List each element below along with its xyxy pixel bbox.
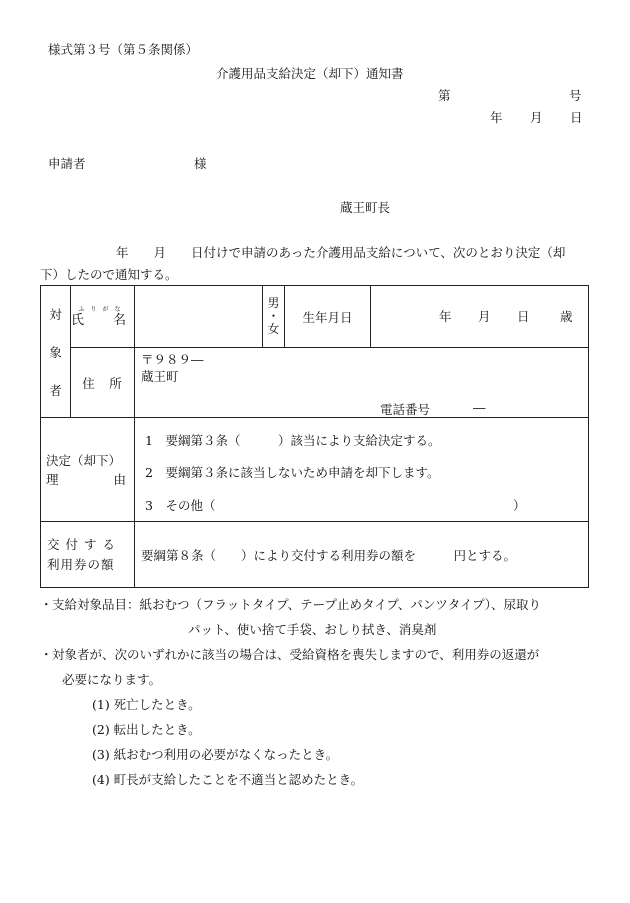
issuer-name: 蔵王町長 (340, 200, 391, 215)
applicant-honorific: 様 (194, 156, 207, 171)
birthdate-input[interactable] (371, 286, 589, 348)
target-label-char-1: 対 (49, 306, 62, 322)
condition-item: (2) 転出したとき。 (92, 722, 201, 737)
decision-options-cell (135, 418, 589, 522)
sex-male: 男 (267, 296, 280, 310)
decision-option-3[interactable]: 3 その他（ (145, 497, 216, 513)
birth-year: 年 (439, 308, 452, 324)
decision-option-1[interactable]: 1 要綱第３条（ ）該当により支給決定する。 (145, 432, 441, 448)
name-input[interactable] (135, 286, 263, 348)
birth-month: 月 (478, 308, 491, 324)
notice-table (40, 285, 589, 588)
number-prefix: 第 (438, 88, 451, 103)
target-label-cell (41, 286, 71, 418)
note-items-line2: パット、使い捨て手袋、おしり拭き、消臭剤 (188, 622, 437, 637)
decision-label-cell (41, 418, 135, 522)
sex-female: 女 (267, 322, 280, 336)
note-items (40, 592, 600, 617)
date-year: 年 (490, 110, 503, 125)
note-bullet: ・ (40, 597, 53, 612)
birth-day: 日 (517, 308, 530, 324)
applicant-label: 申請者 (48, 156, 86, 171)
note-loss-line1: 対象者が、次のいずれかに該当の場合は、受給資格を喪失しますので、利用券の返還が (52, 647, 540, 662)
condition-item: (4) 町長が支給したことを不適当と認めたとき。 (92, 772, 364, 787)
condition-item: (3) 紙おむつ利用の必要がなくなったとき。 (92, 747, 339, 762)
decision-option-2[interactable]: 2 要綱第３条に該当しないため申請を却下します。 (145, 464, 440, 480)
town-name: 蔵王町 (141, 369, 179, 384)
age: 歳 (560, 308, 573, 324)
address-input[interactable] (135, 348, 589, 418)
phone-dash: ― (473, 400, 486, 415)
note-items-line1: 紙おむつ（フラットタイプ、テープ止めタイプ、パンツタイプ）、尿取り (139, 597, 542, 612)
body-text-line2: 下）したので通知する。 (40, 267, 178, 282)
postal-code: 〒９８９― (141, 352, 204, 367)
address-label: 住 所 (71, 348, 135, 418)
target-label-char-2: 象 (49, 344, 62, 360)
notes-section (40, 592, 600, 792)
name-ruby: ふりがな (78, 305, 127, 313)
phone-label: 電話番号 (380, 402, 431, 417)
form-number: 様式第３号（第５条関係） (48, 42, 199, 57)
number-suffix: 号 (569, 88, 582, 103)
sex-dot: ・ (267, 309, 280, 323)
amount-label-line2: 利用券の額 (47, 556, 115, 572)
target-label-char-3: 者 (49, 382, 62, 398)
decision-label-yu: 由 (113, 471, 126, 487)
note-bullet-2: ・ (40, 647, 53, 662)
note-items-label: 支給対象品目： (52, 597, 140, 612)
birthdate-label: 生年月日 (285, 286, 371, 348)
decision-label-line1: 決定（却下） (46, 452, 122, 468)
name-label-cell (71, 286, 135, 348)
sex-cell[interactable] (263, 286, 285, 348)
body-text-line1: 年 月 日付けで申請のあった介護用品支給について、次のとおり決定（却 (116, 245, 566, 260)
name-row (41, 286, 589, 348)
note-loss (40, 642, 600, 667)
decision-option-3-close: ） (513, 497, 526, 513)
note-loss-line2: 必要になります。 (62, 672, 162, 687)
date-month: 月 (530, 110, 543, 125)
decision-row (41, 418, 589, 522)
amount-label-line1: 交 付 す る (47, 536, 116, 552)
amount-text[interactable]: 要綱第８条（ ）により交付する利用券の額を 円とする。 (135, 522, 589, 588)
amount-label-cell (41, 522, 135, 588)
name-label: 氏 名 (71, 312, 135, 328)
amount-row (41, 522, 589, 588)
decision-label-ri: 理 (46, 471, 59, 487)
date-day: 日 (570, 110, 583, 125)
condition-item: (1) 死亡したとき。 (92, 697, 201, 712)
document-title: 介護用品支給決定（却下）通知書 (216, 66, 404, 81)
address-row (41, 348, 589, 418)
